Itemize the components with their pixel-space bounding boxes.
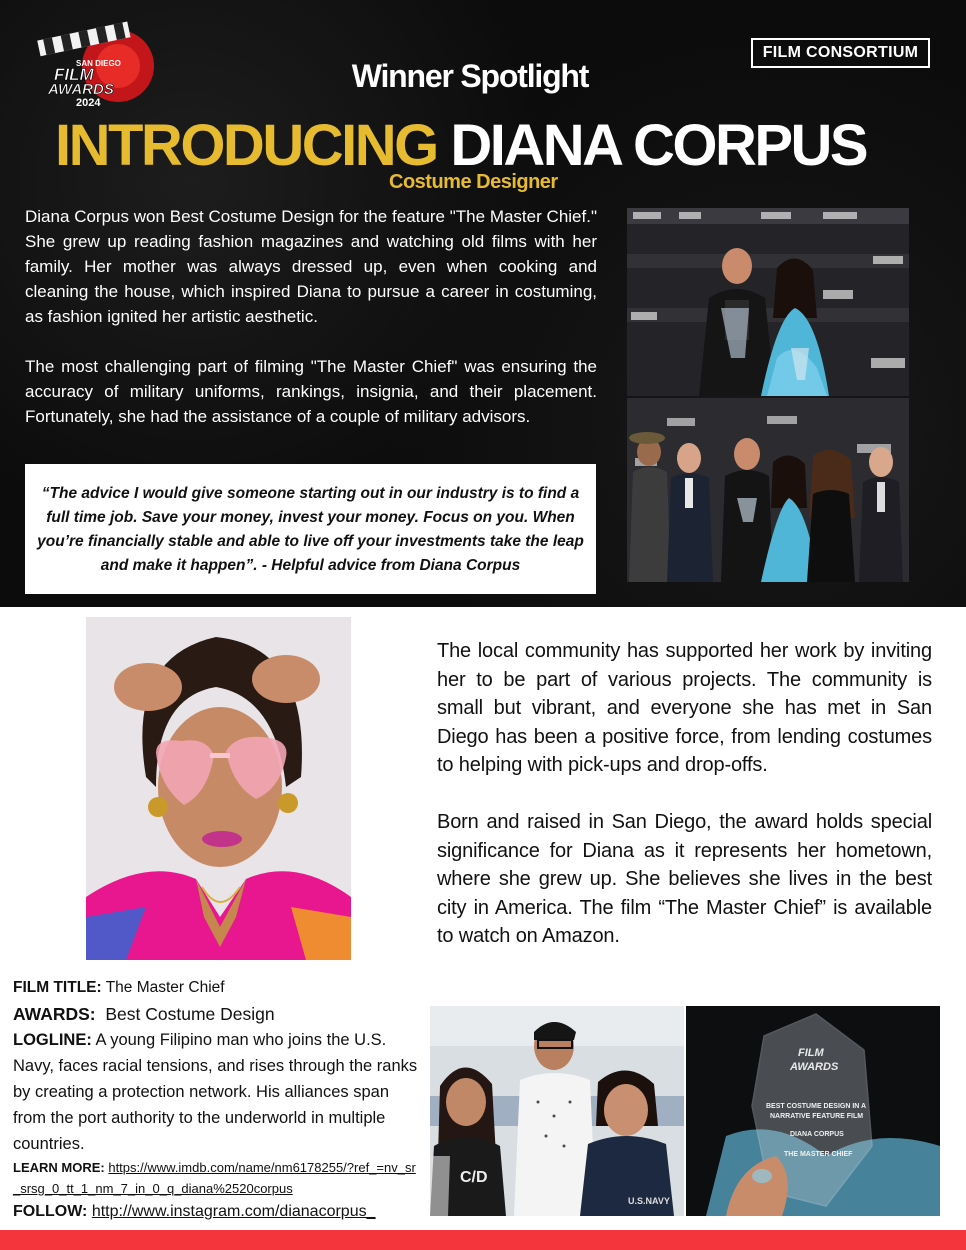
event-photo-red-carpet [627, 208, 909, 396]
trophy-text-category-2: NARRATIVE FEATURE FILM [770, 1113, 864, 1120]
community-text [437, 637, 932, 979]
learn-more-label: LEARN MORE: [13, 1160, 105, 1175]
trophy-text-film-title: THE MASTER CHIEF [784, 1151, 853, 1158]
logline-label: LOGLINE: [13, 1031, 92, 1049]
event-photo-group [627, 398, 909, 582]
logline-value: A young Filipino man who joins the U.S. Navy, faces racial tensions, and rises through the ranks by creating a protection network. His alliances span from the port authority to the underworld in multiple countries. [13, 1031, 418, 1153]
portrait-photo-diana [86, 617, 351, 960]
film-consortium-badge: FILM CONSORTIUM [751, 38, 930, 68]
logo-text-year: 2024 [76, 97, 101, 109]
instagram-link[interactable]: http://www.instagram.com/dianacorpus_ [91, 1203, 376, 1220]
awards-row [13, 1001, 418, 1027]
film-title-row [13, 975, 418, 1001]
community-paragraph-2: Born and raised in San Diego, the award holds special significance for Diana as it represents her hometown, where she grew up. She believes she lives in the best city in America. The film “The Master Chief” is available to watch on Amazon. [437, 811, 932, 947]
svg-text:U.S.NAVY: U.S.NAVY [628, 1196, 670, 1206]
headline [55, 112, 935, 179]
headline-introducing: INTRODUCING [55, 113, 437, 178]
trophy-text-category-1: BEST COSTUME DESIGN IN A [766, 1103, 867, 1110]
logo-text-film: FILM [54, 65, 94, 84]
svg-text:C/D: C/D [460, 1169, 488, 1186]
logo-text-san-diego: SAN DIEGO [76, 59, 121, 68]
film-facts [13, 975, 418, 1225]
group-selfie-photo [430, 1006, 684, 1216]
header-section [0, 0, 966, 607]
trophy-text-film: FILM [798, 1047, 824, 1059]
intro-text [25, 204, 597, 454]
imdb-link[interactable]: https://www.imdb.com/name/nm6178255/?ref_=nv_sr_srsg_0_tt_1_nm_7_in_0_q_diana%2520corpus [13, 1160, 416, 1196]
trophy-text-awards: AWARDS [790, 1061, 839, 1073]
awards-label: AWARDS: [13, 1004, 96, 1024]
film-title-label: FILM TITLE: [13, 979, 102, 996]
follow-label: FOLLOW: [13, 1203, 88, 1220]
community-paragraph-1: The local community has supported her work by inviting her to be part of various projects. The community is small but vibrant, and everyone she has met in San Diego has been a positive force, from lending costumes to helping with pick-ups and drop-offs. [437, 640, 932, 776]
headline-name: DIANA CORPUS [450, 113, 867, 178]
logo-text-awards: AWARDS [48, 81, 114, 98]
film-title-value: The Master Chief [105, 979, 225, 996]
intro-paragraph-1: Diana Corpus won Best Costume Design for the feature "The Master Chief." She grew up reading fashion magazines and watching old films with her family. Her mother was always dressed up, even when cooking and cleaning the house, which inspired Diana to pursue a career in costuming, as fashion ignited her artistic aesthetic. [25, 207, 597, 326]
role-subtitle: Costume Designer [389, 171, 558, 193]
follow-row [13, 1199, 418, 1225]
awards-value: Best Costume Design [105, 1004, 275, 1024]
quote-box: “The advice I would give someone starting out in our industry is to find a full time job. Save your money, invest your money. Focus on you. When you’re financially stable and able to live off your investments take the leap and make it happen”. - Helpful advice from Diana Corpus [25, 464, 596, 594]
logline-row [13, 1027, 418, 1157]
trophy-photo [686, 1006, 940, 1216]
trophy-text-name: DIANA CORPUS [790, 1131, 844, 1138]
footer-red-bar [0, 1230, 966, 1250]
winner-spotlight-title: Winner Spotlight [351, 58, 589, 94]
learn-more-row [13, 1157, 418, 1199]
intro-paragraph-2: The most challenging part of filming "The Master Chief" was ensuring the accuracy of military uniforms, rankings, insignia, and their placement. Fortunately, she had the assistance of a couple of military advisors. [25, 357, 597, 426]
